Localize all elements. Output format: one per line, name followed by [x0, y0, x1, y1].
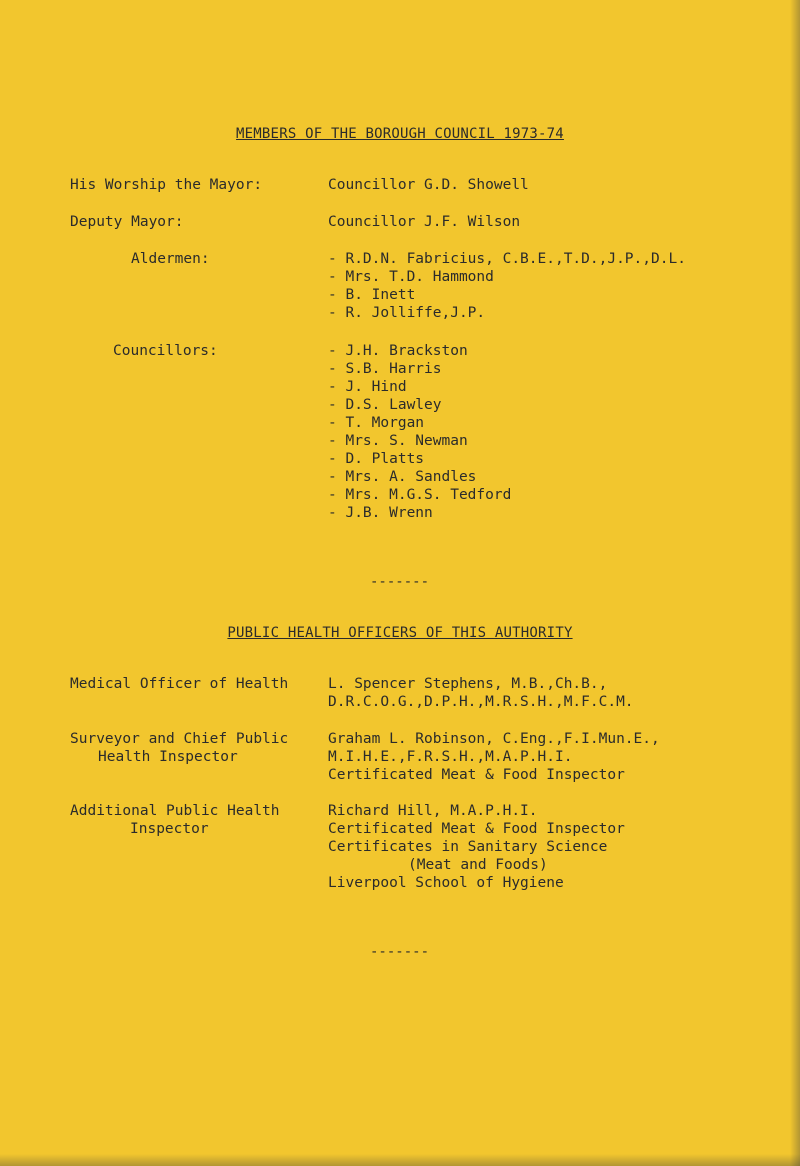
list-item: - J.H. Brackston — [328, 343, 468, 359]
list-item: - D.S. Lawley — [328, 397, 442, 413]
section-separator: ------- — [370, 944, 430, 960]
list-item: - R. Jolliffe,J.P. — [328, 305, 486, 321]
aldermen-list — [328, 250, 686, 322]
surveyor-label: Surveyor and Chief Public Health Inspector — [70, 731, 289, 765]
councillors-list — [328, 342, 511, 522]
page-bottom-shadow — [0, 1154, 800, 1166]
officers-title: PUBLIC HEALTH OFFICERS OF THIS AUTHORITY — [227, 625, 573, 641]
section-separator: ------- — [370, 574, 430, 590]
page-edge-shadow — [790, 0, 800, 1166]
mayor-value: Councillor G.D. Showell — [328, 177, 529, 193]
list-item: - B. Inett — [328, 287, 416, 303]
list-item: - Mrs. M.G.S. Tedford — [328, 487, 512, 503]
surveyor-details: Graham L. Robinson, C.Eng.,F.I.Mun.E., M.I.H.E.,F.R.S.H.,M.A.P.H.I. Certificated Meat & Food Inspector — [328, 731, 660, 783]
deputy-mayor-label: Deputy Mayor: — [70, 214, 184, 230]
list-item: - Mrs. T.D. Hammond — [328, 269, 494, 285]
list-item: - D. Platts — [328, 451, 425, 467]
list-item: - Mrs. S. Newman — [328, 433, 468, 449]
moh-details: L. Spencer Stephens, M.B.,Ch.B., D.R.C.O.G.,D.P.H.,M.R.S.H.,M.F.C.M. — [328, 676, 634, 710]
councillors-label: Councillors: — [113, 343, 218, 359]
list-item: - Mrs. A. Sandles — [328, 469, 477, 485]
list-item: - S.B. Harris — [328, 361, 442, 377]
council-title: MEMBERS OF THE BOROUGH COUNCIL 1973-74 — [236, 126, 564, 142]
list-item: - J.B. Wrenn — [328, 505, 433, 521]
additional-inspector-label: Additional Public Health Inspector — [70, 803, 280, 837]
deputy-mayor-value: Councillor J.F. Wilson — [328, 214, 521, 230]
moh-label: Medical Officer of Health — [70, 676, 289, 692]
list-item: - R.D.N. Fabricius, C.B.E.,T.D.,J.P.,D.L. — [328, 251, 686, 267]
list-item: - T. Morgan — [328, 415, 425, 431]
aldermen-label: Aldermen: — [131, 251, 210, 267]
list-item: - J. Hind — [328, 379, 407, 395]
mayor-label: His Worship the Mayor: — [70, 177, 263, 193]
additional-inspector-details: Richard Hill, M.A.P.H.I. Certificated Meat & Food Inspector Certificates in Sanitary Science (Meat and Foods) Liverpool School of Hygiene — [328, 803, 625, 891]
